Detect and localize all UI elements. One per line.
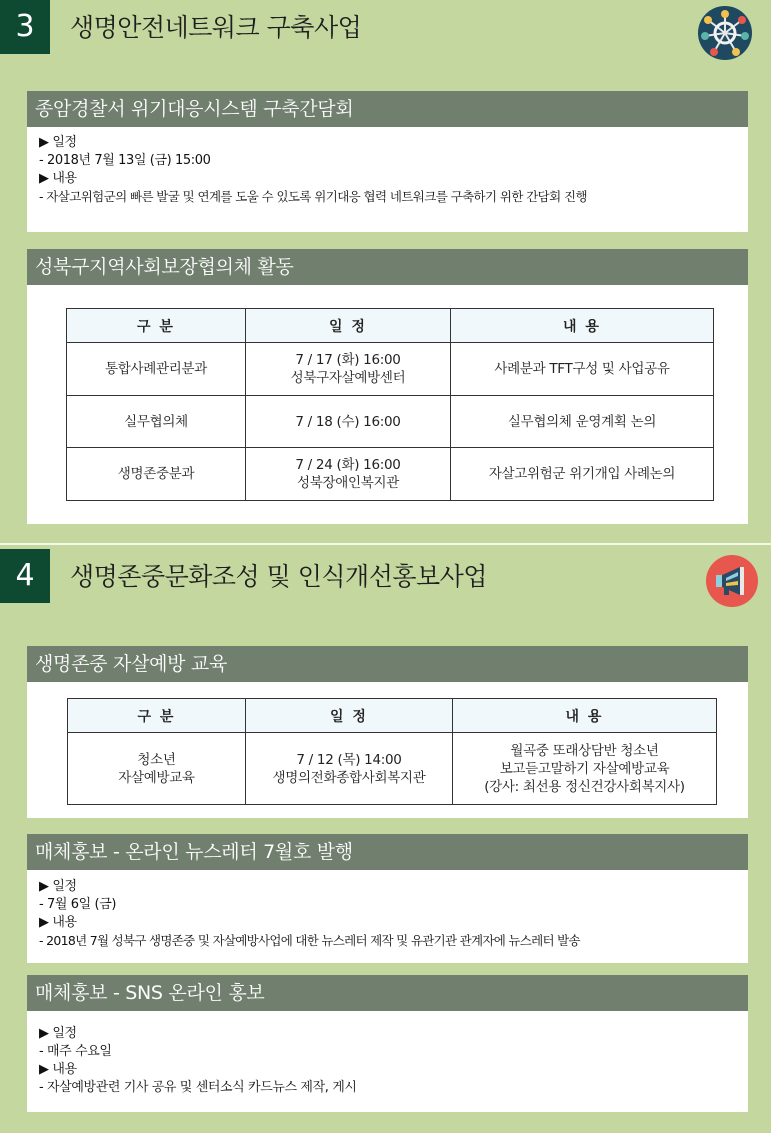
table-header-row bbox=[68, 699, 717, 733]
content-line: 보고듣고말하기 자살예방교육 bbox=[499, 760, 670, 777]
text-line: - 7월 6일 (금) bbox=[39, 897, 117, 912]
text-line: - 2018년 7월 성북구 생명존중 및 자살예방사업에 대한 뉴스레터 제작 및 유관기관 관계자에 뉴스레터 발송 bbox=[39, 933, 580, 948]
cell-category: 통합사례관리분과 bbox=[67, 343, 246, 396]
content-line: (강사: 최선용 정신건강사회복지사) bbox=[484, 778, 685, 795]
megaphone-icon bbox=[706, 555, 758, 607]
cell-content: 실무협의체 운영계획 논의 bbox=[451, 396, 714, 448]
cell-schedule bbox=[246, 733, 453, 805]
text-line: ▶ 내용 bbox=[39, 915, 77, 930]
header-schedule: 일 정 bbox=[246, 699, 453, 733]
category-line: 청소년 bbox=[137, 751, 176, 768]
schedule-place: 성북구자살예방센터 bbox=[290, 370, 406, 386]
network-icon bbox=[698, 6, 752, 60]
schedule-date: 7 / 12 (목) 14:00 bbox=[296, 751, 402, 768]
section-divider bbox=[0, 543, 771, 545]
card-police-meeting bbox=[27, 91, 748, 232]
section-title: 생명존중문화조성 및 인식개선홍보사업 bbox=[70, 562, 487, 591]
content-line: 월곡중 또래상담반 청소년 bbox=[510, 742, 659, 759]
card-title: 매체홍보 - SNS 온라인 홍보 bbox=[27, 975, 748, 1011]
cell-category bbox=[68, 733, 246, 805]
cell-schedule bbox=[246, 343, 451, 396]
section-title: 생명안전네트워크 구축사업 bbox=[70, 13, 362, 42]
header-category: 구 분 bbox=[68, 699, 246, 733]
card-title: 매체홍보 - 온라인 뉴스레터 7월호 발행 bbox=[27, 834, 748, 870]
schedule-place: 생명의전화종합사회복지관 bbox=[272, 769, 426, 786]
section-4-header bbox=[0, 549, 771, 605]
schedule-table bbox=[66, 308, 714, 501]
category-line: 자살예방교육 bbox=[118, 769, 195, 786]
text-line: - 2018년 7월 13일 (금) 15:00 bbox=[39, 153, 211, 168]
schedule-date: 7 / 24 (화) 16:00 bbox=[295, 457, 401, 473]
card-title: 성북구지역사회보장협의체 활동 bbox=[27, 249, 748, 285]
section-number: 4 bbox=[0, 549, 50, 603]
text-line: - 매주 수요일 bbox=[39, 1044, 112, 1059]
header-content: 내 용 bbox=[451, 309, 714, 343]
cell-category: 생명존중분과 bbox=[67, 448, 246, 501]
text-line: ▶ 내용 bbox=[39, 1062, 77, 1077]
table-row bbox=[68, 733, 717, 805]
card-council-activity bbox=[27, 249, 748, 524]
cell-category: 실무협의체 bbox=[67, 396, 246, 448]
schedule-place: 성북장애인복지관 bbox=[297, 475, 399, 491]
table-row bbox=[67, 396, 714, 448]
header-content: 내 용 bbox=[453, 699, 717, 733]
table-row bbox=[67, 343, 714, 396]
header-schedule: 일 정 bbox=[246, 309, 451, 343]
cell-content bbox=[453, 733, 717, 805]
cell-content: 사례분과 TFT구성 및 사업공유 bbox=[451, 343, 714, 396]
text-line: ▶ 일정 bbox=[39, 879, 77, 894]
text-line: ▶ 내용 bbox=[39, 171, 77, 186]
cell-content: 자살고위험군 위기개입 사례논의 bbox=[451, 448, 714, 501]
cell-schedule bbox=[246, 448, 451, 501]
text-line: - 자살고위험군의 빠른 발굴 및 연계를 도울 수 있도록 위기대응 협력 네트워크를 구축하기 위한 간담회 진행 bbox=[39, 189, 587, 204]
text-line: ▶ 일정 bbox=[39, 1026, 77, 1041]
card-title: 생명존중 자살예방 교육 bbox=[27, 646, 748, 682]
section-number: 3 bbox=[0, 0, 50, 54]
table-row bbox=[67, 448, 714, 501]
text-line: ▶ 일정 bbox=[39, 135, 77, 150]
card-prevention-education bbox=[27, 646, 748, 818]
education-table bbox=[67, 698, 717, 805]
card-sns bbox=[27, 975, 748, 1112]
schedule-date: 7 / 18 (수) 16:00 bbox=[295, 413, 401, 430]
header-category: 구 분 bbox=[67, 309, 246, 343]
schedule-date: 7 / 17 (화) 16:00 bbox=[295, 352, 401, 368]
table-header-row bbox=[67, 309, 714, 343]
card-newsletter bbox=[27, 834, 748, 963]
text-line: - 자살예방관련 기사 공유 및 센터소식 카드뉴스 제작, 게시 bbox=[39, 1080, 357, 1095]
card-title: 종암경찰서 위기대응시스템 구축간담회 bbox=[27, 91, 748, 127]
cell-schedule bbox=[246, 396, 451, 448]
section-3-header bbox=[0, 0, 771, 56]
